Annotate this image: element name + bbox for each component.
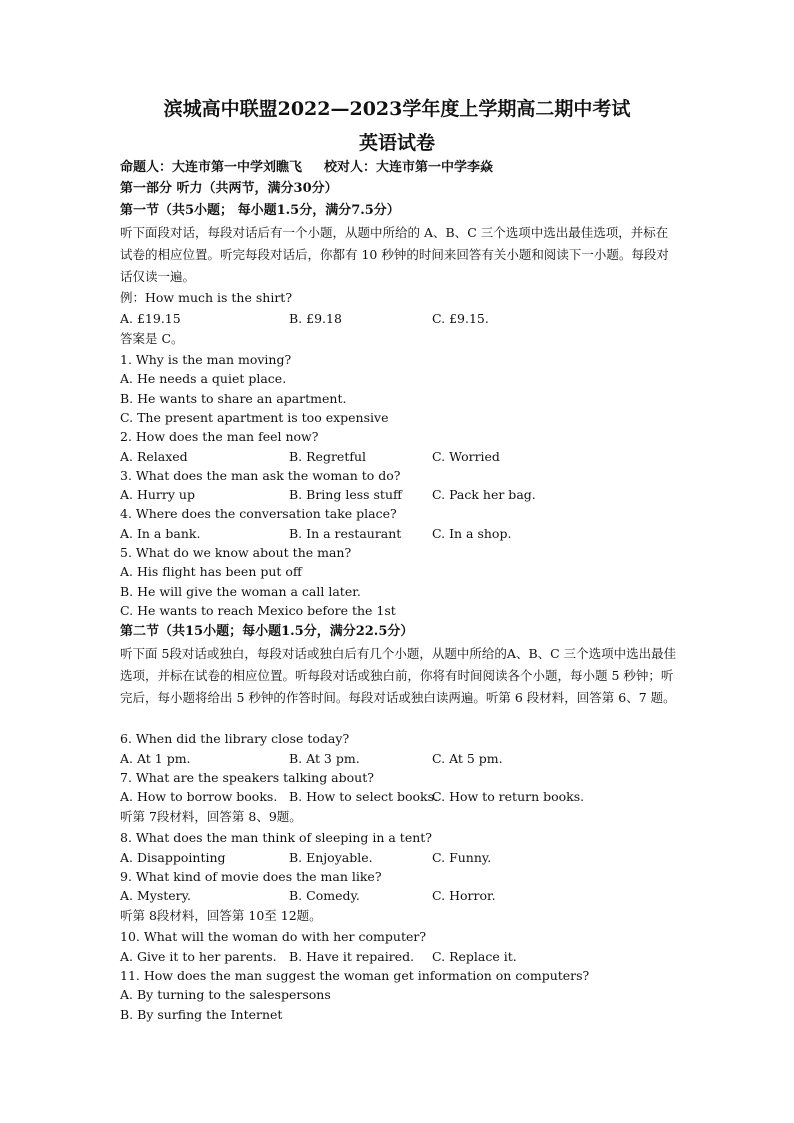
question-7: 7. What are the speakers talking about? [120,770,374,785]
question-8: 8. What does the man think of sleeping in a tent? [120,830,433,845]
example-answer: 答案是 C。 [120,331,184,346]
q3-option-a: A. Hurry up [120,487,195,502]
q4-option-a: A. In a bank. [120,526,201,541]
section2-instructions: 听下面 5段对话或独白，每段对话或独白后有几个小题，从题中所给的A、B、C 三个选项中选出最佳选项，并标在试卷的相应位置。听每段对话或独白前，你将有时间阅读各个小题，每小题 5 秒钟；听完后，每小题将给出 5 秒钟的作答时间。每段对话或独白读两遍。听第 6 段材料，回答第 6、7 题。 [120,646,677,705]
question-1: 1. Why is the man moving? [120,352,292,367]
q8-option-a: A. Disappointing [120,850,226,865]
q2-option-c: C. Worried [432,449,500,464]
checker-label: 校对人：大连市第一中学李焱 [324,160,494,175]
example-option-b: B. £9.18 [289,311,342,326]
q4-option-c: C. In a shop. [432,526,512,541]
q11-option-b: B. By surfing the Internet [120,1007,283,1022]
q11-option-a: A. By turning to the salespersons [120,987,331,1002]
q5-option-c: C. He wants to reach Mexico before the 1st [120,603,396,618]
part1-heading: 第一部分 听力（共两节，满分30分） [120,181,338,196]
q7-option-a: A. How to borrow books. [120,789,278,804]
section1-heading: 第一节（共5小题； 每小题1.5分，满分7.5分） [120,203,400,218]
q4-option-b: B. In a restaurant [289,526,402,541]
q6-option-a: A. At 1 pm. [120,751,191,766]
q9-option-b: B. Comedy. [289,888,360,903]
exam-subtitle: 英语试卷 [358,132,435,154]
question-10: 10. What will the woman do with her computer? [120,929,427,944]
question-5: 5. What do we know about the man? [120,545,352,560]
proposer-label: 命题人：大连市第一中学刘瞧飞 [120,160,303,175]
question-11: 11. How does the man suggest the woman get information on computers? [120,968,590,983]
question-3: 3. What does the man ask the woman to do? [120,468,401,483]
q10-option-b: B. Have it repaired. [289,949,415,964]
q1-option-c: C. The present apartment is too expensive [120,410,389,425]
q7-option-c: C. How to return books. [432,789,585,804]
q9-option-a: A. Mystery. [120,888,192,903]
q6-option-c: C. At 5 pm. [432,751,503,766]
q1-option-b: B. He wants to share an apartment. [120,391,347,406]
section1-instructions: 听下面段对话，每段对话后有一个小题，从题中所给的 A、B、C 三个选项中选出最佳选项，并标在试卷的相应位置。听完每段对话后，你都有 10 秒钟的时间来回答有关小题和阅读下一小题。每段对话仅读一遍。 [120,225,669,284]
q10-option-a: A. Give it to her parents. [120,949,277,964]
q3-option-b: B. Bring less stuff [289,487,402,502]
q8-option-b: B. Enjoyable. [289,850,373,865]
material-7-note: 听第 7段材料，回答第 8、9题。 [120,809,302,824]
question-2: 2. How does the man feel now? [120,429,319,444]
q2-option-b: B. Regretful [289,449,367,464]
q9-option-c: C. Horror. [432,888,496,903]
q5-option-b: B. He will give the woman a call later. [120,584,361,599]
section2-heading: 第二节（共15小题；每小题1.5分，满分22.5分） [120,624,414,639]
q6-option-b: B. At 3 pm. [289,751,360,766]
example-option-c: C. £9.15. [432,311,489,326]
material-8-note: 听第 8段材料，回答第 10至 12题。 [120,908,322,923]
exam-title: 滨城高中联盟2022—2023学年度上学期高二期中考试 [163,98,631,120]
q8-option-c: C. Funny. [432,850,492,865]
q3-option-c: C. Pack her bag. [432,487,536,502]
authors-line [120,159,493,177]
q7-option-b: B. How to select books. [289,789,438,804]
q1-option-a: A. He needs a quiet place. [120,371,287,386]
example-question: 例：How much is the shirt? [120,290,293,305]
q5-option-a: A. His flight has been put off [120,564,302,579]
question-4: 4. Where does the conversation take place? [120,506,397,521]
question-6: 6. When did the library close today? [120,731,350,746]
q10-option-c: C. Replace it. [432,949,517,964]
q2-option-a: A. Relaxed [120,449,188,464]
question-9: 9. What kind of movie does the man like? [120,869,382,884]
example-option-a: A. £19.15 [120,311,181,326]
